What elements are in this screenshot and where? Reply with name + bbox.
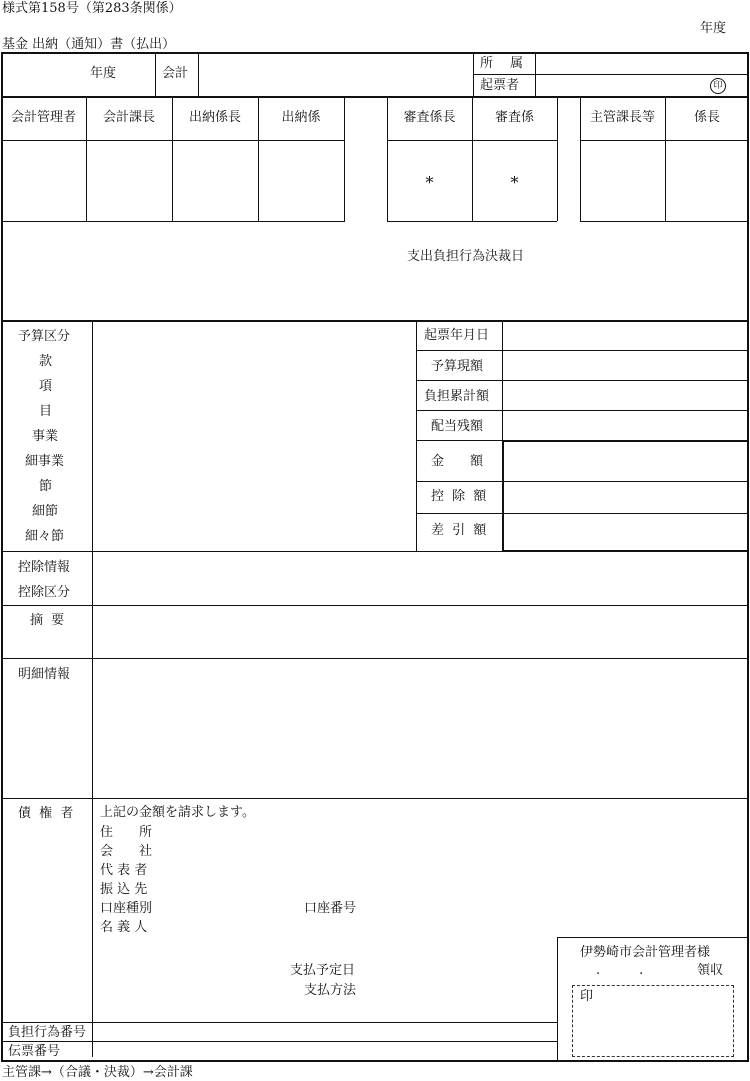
account-holder-label: 名 義 人 [100,920,148,935]
deduction-category-label: 控除区分 [18,585,71,600]
approval-header-section-chief: 主管課長等 [589,110,655,125]
receipt-date: . . [596,963,644,978]
receipt-seal-label: 印 [580,989,594,1004]
issuer-label: 起票者 [480,78,520,93]
header-year: 年度 [700,21,727,36]
budget-category-label: 予算区分 [18,329,71,344]
form-number: 様式第158号（第283条関係） [2,1,182,16]
slip-number-label: 伝票番号 [8,1044,61,1059]
amount-box [502,440,749,552]
budget-subitem-label: 目 [39,404,53,419]
approval-header-accounting-chief: 会計課長 [102,110,155,125]
decision-date-label: 支出負担行為決裁日 [407,249,525,264]
affiliation-label: 所 属 [480,56,526,71]
details-label: 明細情報 [18,667,71,682]
routing-footer: 主管課→（合議・決裁）→会計課 [2,1065,193,1080]
approval-header-auditor: 審査係 [494,110,534,125]
account-label: 会計 [162,66,189,81]
issue-date-label: 起票年月日 [424,328,490,343]
auditor-mark: * [510,173,519,192]
transfer-destination-label: 振 込 先 [100,882,148,897]
approval-header-audit-chief: 審査係長 [403,110,456,125]
address-label: 住 所 [100,825,153,840]
account-type-label: 口座種別 [100,901,153,916]
approval-header-accounting-manager: 会計管理者 [10,110,76,125]
deduction-info-label: 控除情報 [18,560,71,575]
approval-header-cashier: 出納係 [281,110,321,125]
budget-subclause-label: 細節 [32,504,59,519]
representative-label: 代 表 者 [100,863,148,878]
approval-header-cashier-chief: 出納係長 [188,110,241,125]
receipt-received: 領収 [697,963,724,978]
amount-label: 金 額 [431,454,484,469]
approval-header-subsection-chief: 係長 [693,110,720,125]
request-text: 上記の金額を請求します。 [100,805,255,820]
summary-label: 摘 要 [30,613,67,628]
budget-section-label: 款 [39,354,53,369]
current-budget-label: 予算現額 [431,359,484,374]
creditor-label: 債 権 者 [18,806,76,821]
receipt-seal-box [572,985,734,1057]
year-label: 年度 [90,66,117,81]
payment-date-label: 支払予定日 [290,963,356,978]
cumulative-burden-label: 負担累計額 [424,389,490,404]
net-amount-label: 差 引 額 [431,523,489,538]
budget-sub-subclause-label: 細々節 [25,529,65,544]
payment-method-label: 支払方法 [304,983,357,998]
budget-subproject-label: 細事業 [25,454,65,469]
receipt-addressee: 伊勢崎市会計管理者様 [580,945,711,960]
company-label: 会 社 [100,844,153,859]
commitment-number-label: 負担行為番号 [8,1025,87,1040]
account-number-label: 口座番号 [304,901,357,916]
document-title: 基金 出納（通知）書（払出） [2,37,176,52]
budget-project-label: 事業 [32,429,59,444]
audit-chief-mark: * [425,173,434,192]
issuer-seal-mark: 印 [710,78,726,94]
budget-clause-label: 節 [39,479,53,494]
allocation-balance-label: 配当残額 [431,419,484,434]
budget-item-label: 項 [39,379,53,394]
deduction-amount-label: 控 除 額 [431,489,489,504]
